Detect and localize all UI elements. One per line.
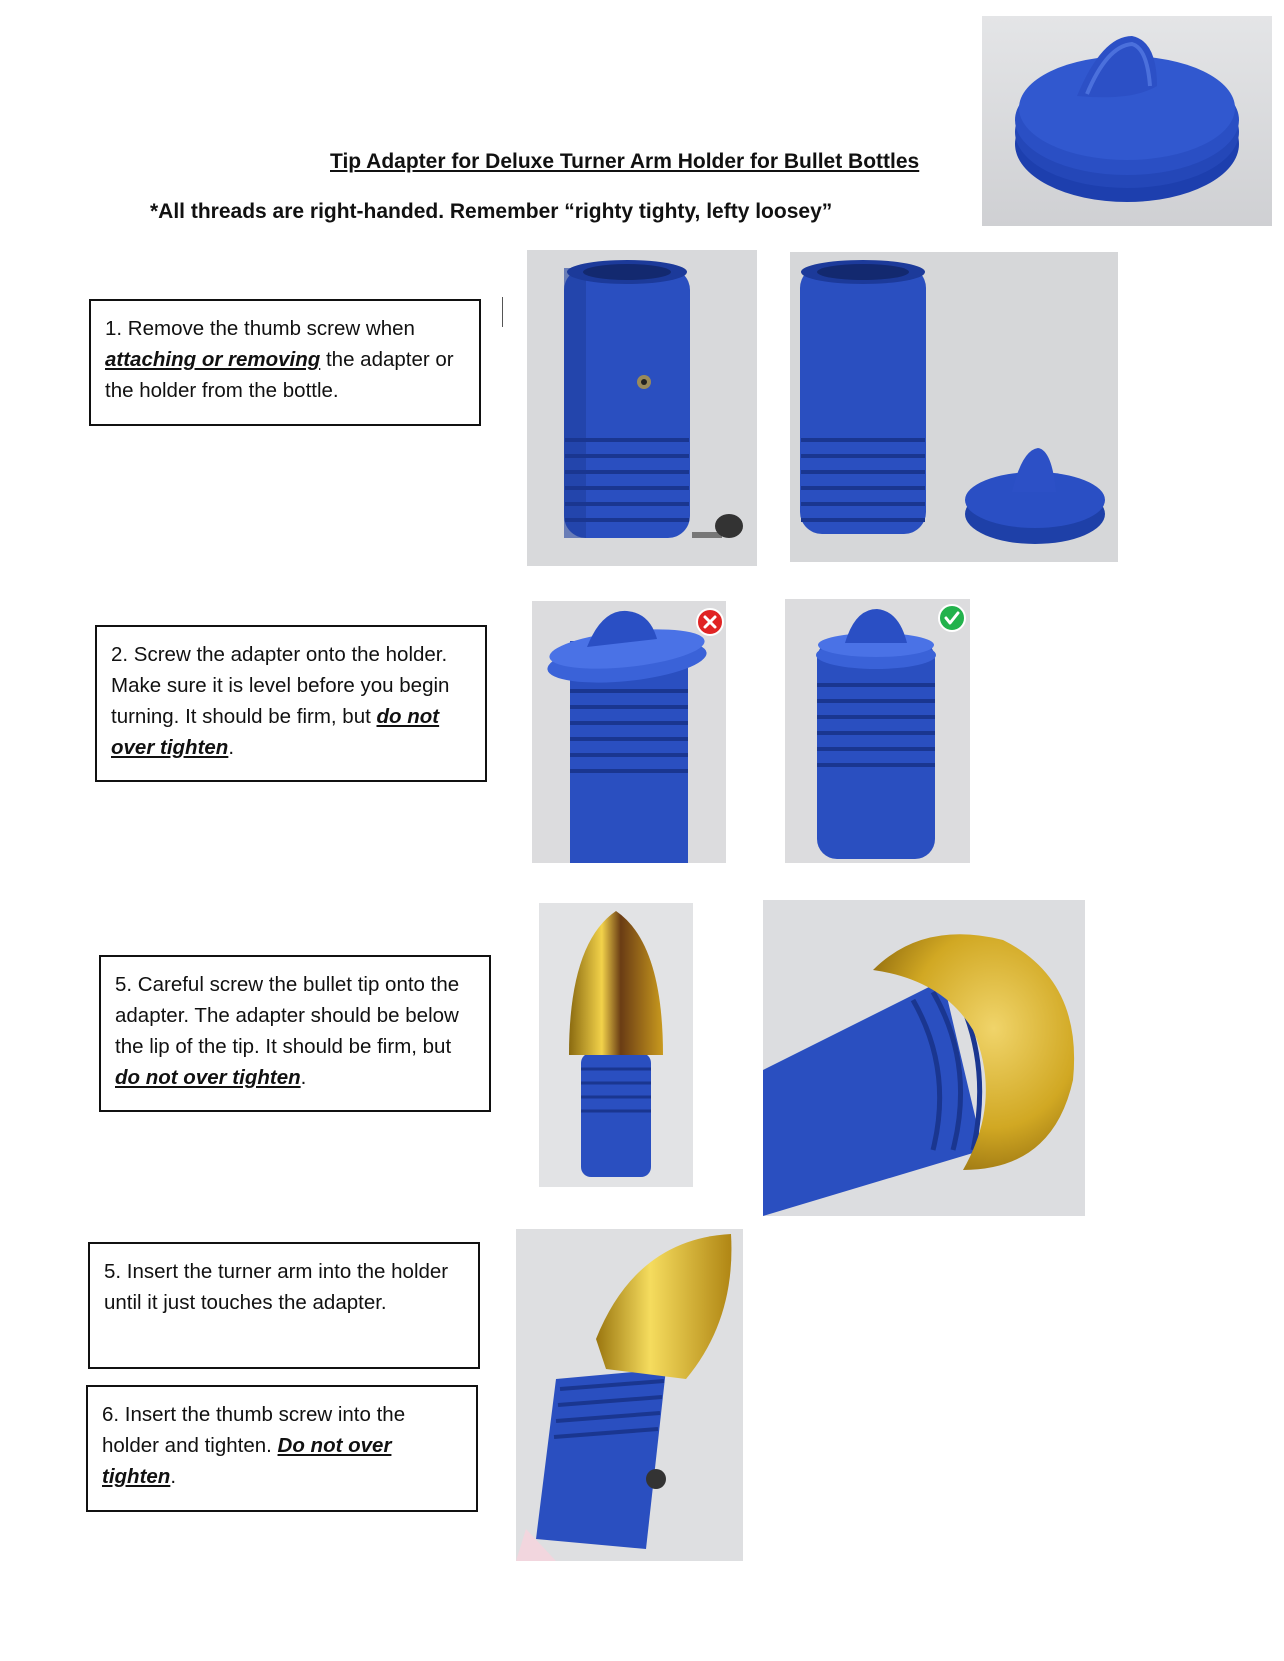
adapter-cap-photo — [982, 16, 1272, 226]
step-3-emphasis: do not over tighten — [115, 1066, 301, 1089]
step-4-box — [88, 1242, 480, 1369]
holder-and-adapter-photo — [790, 252, 1118, 562]
step-5-emphasis: Do not over tighten — [102, 1434, 392, 1488]
step-1-emphasis: attaching or removing — [105, 348, 321, 371]
step-4-text: 5. Insert the turner arm into the holder until it just touches the adapter. — [104, 1260, 449, 1314]
step-5-box — [86, 1385, 478, 1512]
step-3-box — [99, 955, 491, 1112]
adapter-uneven-photo — [532, 601, 726, 863]
step-3-text: 5. Careful screw the bullet tip onto the adapter. The adapter should be below the lip of the tip. It should be firm, but — [115, 973, 460, 1058]
step-5-text: 6. Insert the thumb screw into the holder and tighten. — [102, 1403, 406, 1457]
step-3-text-end: . — [300, 1066, 307, 1089]
step-2-text: 2. Screw the adapter onto the holder. Make sure it is level before you begin turning. It should be firm, but — [111, 643, 450, 728]
assembled-with-turner-arm-photo — [516, 1229, 743, 1561]
step-2-emphasis: do not over tighten — [111, 705, 440, 759]
text-cursor — [502, 297, 503, 327]
page-title: Tip Adapter for Deluxe Turner Arm Holder for Bullet Bottles — [330, 150, 920, 173]
bullet-tip-closeup-photo — [763, 900, 1085, 1216]
holder-with-thumb-screw-photo — [527, 250, 757, 566]
threads-note: *All threads are right-handed. Remember “righty tighty, lefty loosey” — [150, 200, 833, 223]
green-check-icon — [938, 604, 966, 632]
step-1-box — [89, 299, 481, 426]
step-5-text-end: . — [170, 1465, 177, 1488]
step-2-text-end: . — [228, 736, 235, 759]
step-2-box — [95, 625, 487, 782]
adapter-level-photo — [785, 599, 970, 863]
red-x-icon — [696, 608, 724, 636]
step-1-text: 1. Remove the thumb screw when — [105, 317, 415, 340]
bullet-tip-on-adapter-photo — [539, 903, 693, 1187]
step-1-text-end: the adapter or the holder from the bottle. — [105, 348, 454, 402]
